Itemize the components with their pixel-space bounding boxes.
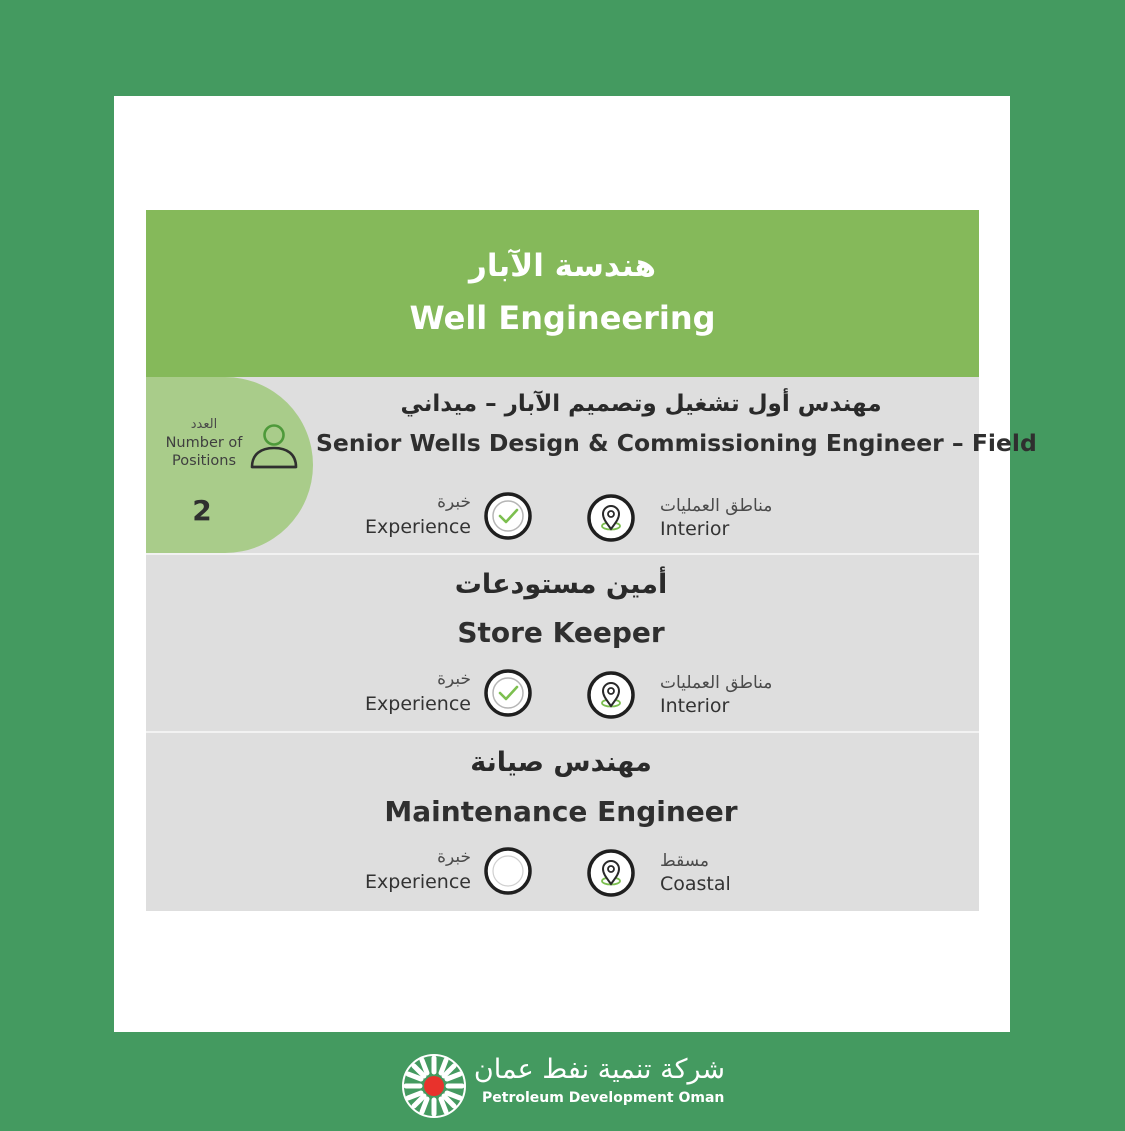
area-label-ar: مسقط [660, 851, 710, 871]
experience-label-en: Experience [365, 871, 471, 893]
department-header [146, 210, 979, 377]
check-icon [484, 669, 532, 717]
job-title-en: Senior Wells Design & Commissioning Engineer – Field [316, 429, 1037, 457]
pdo-logo-icon [400, 1052, 468, 1120]
experience-label-ar: خبرة [437, 847, 471, 867]
area-label-en: Coastal [660, 873, 731, 895]
job-title-ar: مهندس أول تشغيل وتصميم الآبار – ميداني [400, 391, 882, 417]
positions-label-en: Number of Positions [165, 435, 243, 469]
area-label-ar: مناطق العمليات [660, 673, 773, 693]
area-label-en: Interior [660, 518, 730, 540]
department-title-en: Well Engineering [409, 299, 716, 337]
department-title-ar: هندسة الآبار [469, 248, 656, 284]
job-row [146, 555, 979, 731]
experience-label-en: Experience [365, 693, 471, 715]
check-icon [484, 492, 532, 540]
empty-circle-icon [484, 847, 532, 895]
location-pin-icon [587, 494, 635, 542]
area-label-en: Interior [660, 695, 730, 717]
job-title-ar: مهندس صيانة [470, 747, 652, 778]
company-name-ar: شركة تنمية نفط عمان [473, 1054, 725, 1085]
person-icon [246, 421, 302, 473]
job-title-en: Store Keeper [457, 616, 665, 649]
experience-label-en: Experience [365, 516, 471, 538]
company-name-en: Petroleum Development Oman [482, 1090, 725, 1106]
job-row [146, 377, 1037, 553]
area-label-ar: مناطق العمليات [660, 496, 773, 516]
positions-label-ar: العدد [190, 417, 218, 432]
job-card [146, 210, 1037, 911]
company-logo [400, 1048, 730, 1118]
location-pin-icon [587, 849, 635, 897]
positions-count: 2 [192, 494, 212, 527]
positions-badge [146, 377, 313, 553]
job-title-en: Maintenance Engineer [384, 795, 738, 828]
job-title-ar: أمين مستودعات [454, 569, 668, 600]
experience-label-ar: خبرة [437, 492, 471, 512]
experience-label-ar: خبرة [437, 669, 471, 689]
location-pin-icon [587, 671, 635, 719]
job-row [146, 733, 979, 911]
